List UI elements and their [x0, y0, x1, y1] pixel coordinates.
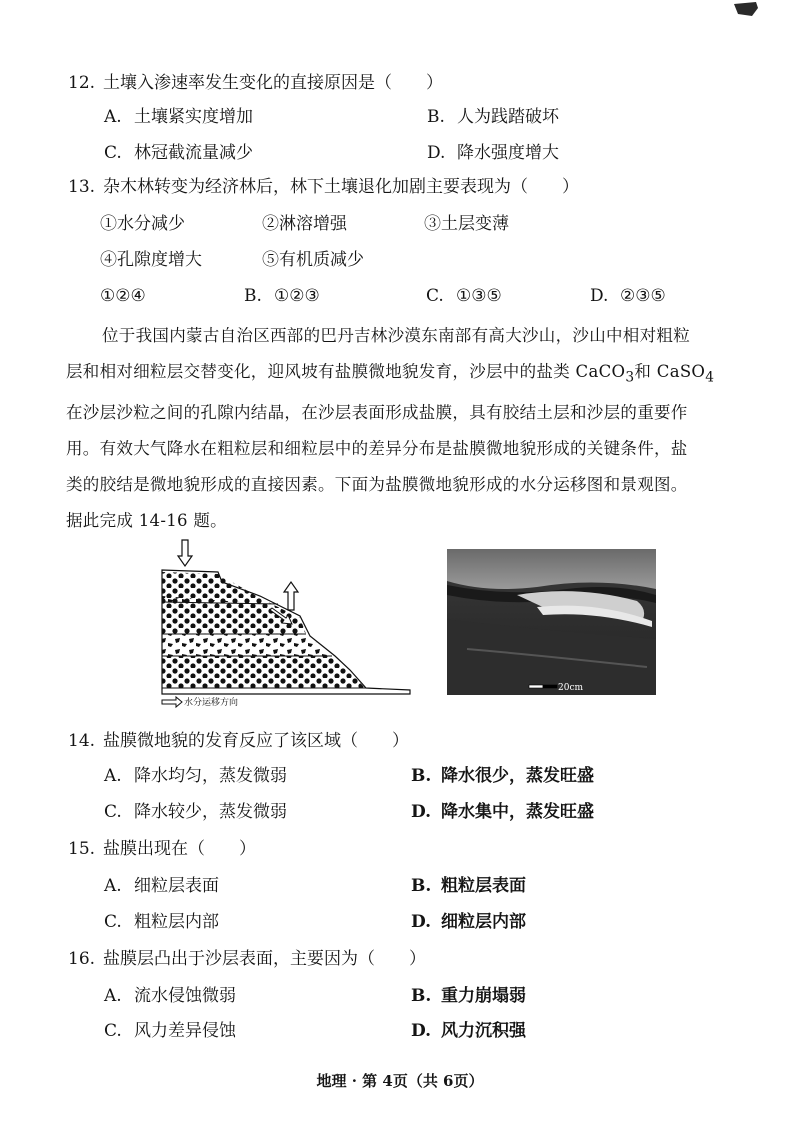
option-letter: A. — [104, 986, 122, 1006]
q13-item-3: ③土层变薄 — [424, 214, 509, 234]
option-letter: C. — [104, 1021, 122, 1041]
q16-stem-text: 盐膜层凸出于沙层表面，主要因为（ ） — [103, 949, 427, 969]
q12-option-d[interactable] — [427, 142, 559, 164]
q15-option-c[interactable] — [104, 911, 219, 933]
q13-option-b[interactable] — [244, 285, 320, 307]
option-text: 土壤紧实度增加 — [134, 107, 253, 127]
option-letter: B. — [411, 986, 432, 1006]
option-text: 降水强度增大 — [457, 143, 559, 163]
q13-number: 13. — [68, 177, 96, 197]
option-text: 细粒层表面 — [134, 876, 219, 896]
passage-text: 层和相对细粒层交替变化，迎风坡有盐膜微地貌发育，沙层中的盐类 CaCO — [66, 362, 626, 381]
option-letter: A. — [104, 766, 122, 786]
photo-scale-label: 20cm — [558, 683, 584, 693]
option-text: 降水集中，蒸发旺盛 — [441, 802, 594, 822]
q16-option-c[interactable] — [104, 1020, 236, 1042]
q14-stem-text: 盐膜微地貌的发育反应了该区域（ ） — [103, 731, 410, 751]
q12-option-b[interactable] — [427, 106, 559, 128]
diagram-legend-label: 水分运移方向 — [184, 698, 239, 708]
option-text: 林冠截流量减少 — [134, 143, 253, 163]
q16-option-d[interactable] — [411, 1020, 526, 1042]
option-text: ②③⑤ — [620, 286, 666, 306]
option-letter: C. — [104, 912, 122, 932]
option-text: ①②③ — [274, 286, 320, 306]
q15-option-b[interactable] — [411, 875, 526, 897]
q13-stem — [68, 176, 579, 198]
q14-number: 14. — [68, 731, 96, 751]
option-letter: D. — [411, 802, 432, 822]
passage-line-1 — [66, 318, 738, 354]
passage-text: 位于我国内蒙古自治区西部的巴丹吉林沙漠东南部有高大沙山，沙山中相对粗粒 — [102, 326, 690, 345]
q15-option-a[interactable] — [104, 875, 219, 897]
option-letter: A. — [104, 876, 122, 896]
q12-option-c[interactable] — [104, 142, 253, 164]
option-text: 细粒层内部 — [441, 912, 526, 932]
q12-number: 12. — [68, 73, 96, 93]
q12-option-a[interactable] — [104, 106, 253, 128]
q13-item-1: ①水分减少 — [100, 214, 185, 234]
q13-item-2: ②淋溶增强 — [262, 214, 347, 234]
passage-text: 和 CaSO — [634, 362, 706, 381]
option-text: 风力沉积强 — [441, 1021, 526, 1041]
option-text: 降水均匀，蒸发微弱 — [134, 766, 287, 786]
option-letter: B. — [411, 876, 432, 896]
passage-line-2 — [66, 354, 738, 395]
q14-stem — [68, 730, 409, 752]
q13-item-5: ⑤有机质减少 — [262, 250, 364, 270]
q16-option-b[interactable] — [411, 985, 526, 1007]
option-letter: D. — [590, 286, 609, 306]
subscript: 4 — [705, 369, 715, 386]
passage-line-4: 用。有效大气降水在粗粒层和细粒层中的差异分布是盐膜微地貌形成的关键条件，盐 — [66, 439, 688, 459]
q14-option-d[interactable] — [411, 801, 594, 823]
q12-stem-text: 土壤入渗速率发生变化的直接原因是（ ） — [103, 73, 444, 93]
option-text: 降水较少，蒸发微弱 — [134, 802, 287, 822]
option-text: 粗粒层内部 — [134, 912, 219, 932]
q14-option-c[interactable] — [104, 801, 287, 823]
q13-option-c[interactable] — [426, 285, 502, 307]
option-text: 人为践踏破坏 — [457, 107, 559, 127]
q15-option-d[interactable] — [411, 911, 526, 933]
option-letter: C. — [426, 286, 444, 306]
subscript: 3 — [625, 369, 635, 386]
option-text: 降水很少，蒸发旺盛 — [441, 766, 594, 786]
page-footer: 地理 · 第 4页（共 6页） — [316, 1072, 484, 1090]
q14-option-b[interactable] — [411, 765, 594, 787]
q12-stem — [68, 72, 443, 94]
option-text: 风力差异侵蚀 — [134, 1021, 236, 1041]
option-text: ①③⑤ — [456, 286, 502, 306]
q13-item-4: ④孔隙度增大 — [100, 250, 202, 270]
option-text: 重力崩塌弱 — [441, 986, 526, 1006]
q13-option-a[interactable] — [100, 285, 146, 307]
q13-stem-text: 杂木林转变为经济林后，林下土壤退化加剧主要表现为（ ） — [103, 177, 580, 197]
option-text: ①②④ — [100, 286, 146, 306]
q15-stem-text: 盐膜出现在（ ） — [103, 839, 257, 859]
q15-number: 15. — [68, 839, 96, 859]
salt-crust-landscape-photo — [447, 549, 656, 695]
q15-stem — [68, 838, 256, 860]
option-letter: B. — [244, 286, 262, 306]
scan-corner-mark — [734, 2, 758, 16]
q16-stem — [68, 948, 426, 970]
passage-line-3: 在沙层沙粒之间的孔隙内结晶，在沙层表面形成盐膜，具有胶结土层和沙层的重要作 — [66, 403, 688, 423]
q16-option-a[interactable] — [104, 985, 236, 1007]
option-letter: D. — [411, 912, 432, 932]
option-text: 流水侵蚀微弱 — [134, 986, 236, 1006]
option-letter: D. — [411, 1021, 432, 1041]
option-letter: C. — [104, 143, 122, 163]
option-letter: D. — [427, 143, 446, 163]
option-letter: B. — [427, 107, 445, 127]
q13-option-d[interactable] — [590, 285, 666, 307]
option-letter: B. — [411, 766, 432, 786]
water-migration-diagram — [160, 538, 422, 710]
passage-line-6: 据此完成 14-16 题。 — [66, 511, 227, 531]
option-letter: C. — [104, 802, 122, 822]
q14-option-a[interactable] — [104, 765, 287, 787]
reading-passage — [66, 318, 738, 539]
q16-number: 16. — [68, 949, 96, 969]
option-text: 粗粒层表面 — [441, 876, 526, 896]
passage-line-5: 类的胶结是微地貌形成的直接因素。下面为盐膜微地貌形成的水分运移图和景观图。 — [66, 475, 688, 495]
option-letter: A. — [104, 107, 122, 127]
